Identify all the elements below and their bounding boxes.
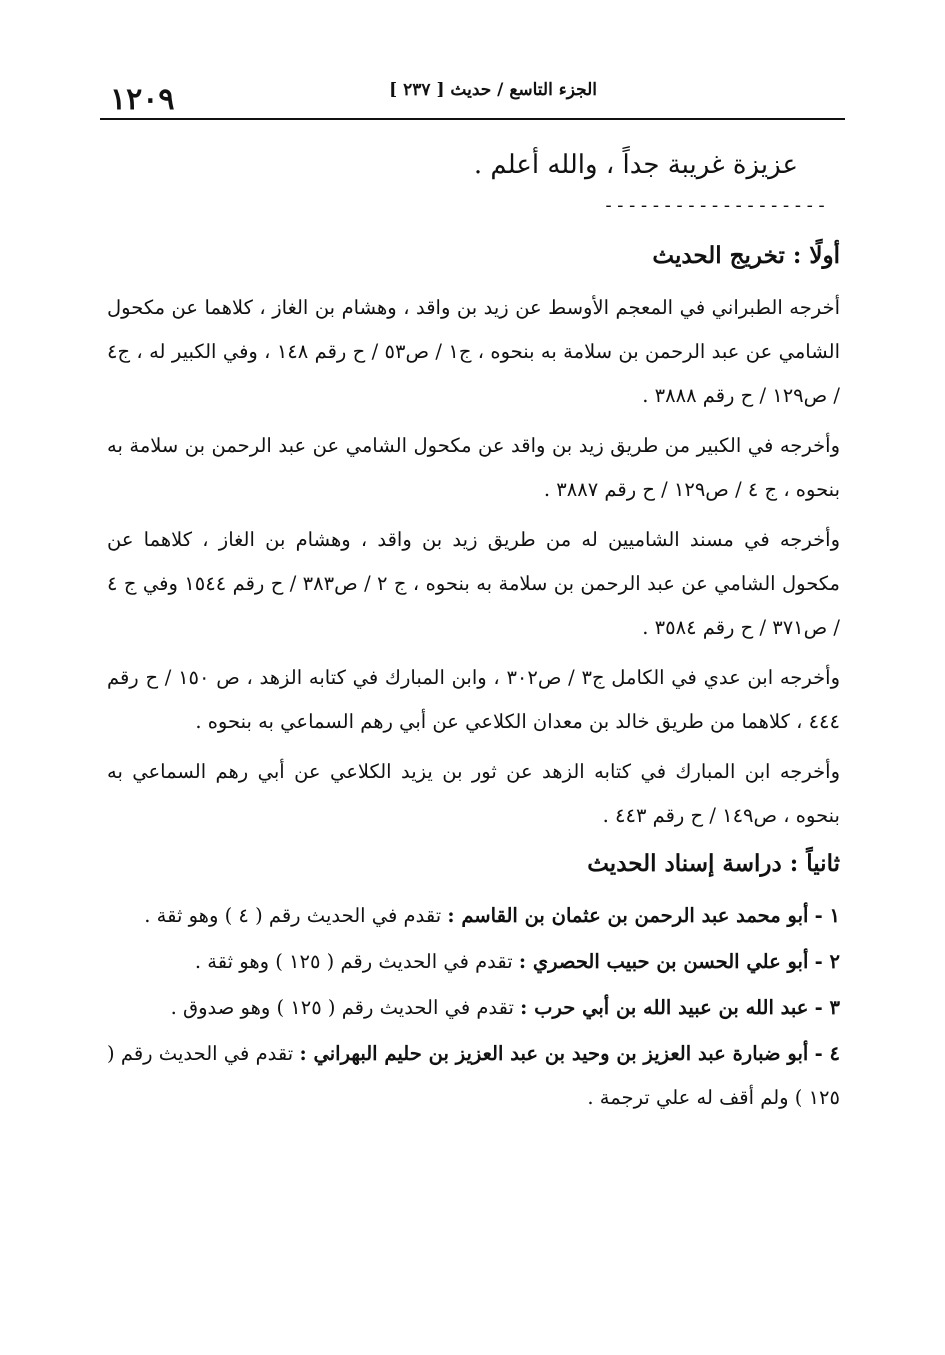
section-divider: ------------------- <box>603 195 828 216</box>
narrator-name: أبو علي الحسن بن حبيب الحصري : <box>518 950 809 973</box>
paragraph: وأخرجه ابن المبارك في كتابه الزهد عن ثور بن يزيد الكلاعي عن أبي رهم السماعي به بنحوه ، ص١٤٩ / ح رقم ٤٤٣ . <box>107 760 840 827</box>
section-title-isnad: ثانياً : دراسة إسناد الحديث <box>587 850 840 877</box>
running-head: الجزء التاسع / حديث [ ٢٣٧ ] <box>389 80 597 100</box>
narrator-number: ١ - <box>814 904 840 927</box>
narrator-name: أبو محمد عبد الرحمن بن عثمان بن القاسم : <box>447 904 809 927</box>
narrator-number: ٣ - <box>814 996 840 1019</box>
narrator-number: ٤ - <box>814 1042 841 1065</box>
page-body <box>107 140 840 1122</box>
narrator-item <box>107 1032 840 1120</box>
paragraph: وأخرجه في مسند الشاميين له من طريق زيد بن واقد ، وهشام بن الغاز ، كلاهما عن مكحول الشامي عن عبد الرحمن بن سلامة به بنحوه ، ج ٢ / ص٣٨٣ / ح رقم ١٥٤٤ وفي ج ٤ / ص٣٧١ / ح رقم ٣٥٨٤ . <box>107 528 840 639</box>
narrator-note: تقدم في الحديث رقم ( ١٢٥ ) وهو صدوق . <box>170 996 521 1019</box>
paragraph: وأخرجه ابن عدي في الكامل ج٣ / ص٣٠٢ ، وابن المبارك في كتابه الزهد ، ص ١٥٠ / ح رقم ٤٤٤ ، كلاهما من طريق خالد بن معدان الكلاعي عن أبي رهم السماعي به بنحوه . <box>107 666 841 733</box>
header-rule <box>100 118 845 120</box>
narrator-name: عبد الله بن عبيد الله بن أبي حرب : <box>520 996 809 1019</box>
narrator-number: ٢ - <box>814 950 840 973</box>
lead-line: عزيزة غريبة جداً ، والله أعلم . <box>473 150 798 180</box>
paragraph: أخرجه الطبراني في المعجم الأوسط عن زيد بن واقد ، وهشام بن الغاز ، كلاهما عن مكحول الشامي عن عبد الرحمن بن سلامة به بنحوه ، ج١ / ص٥٣ / ح رقم ١٤٨ ، وفي الكبير له ، ج٤ / ص١٢٩ / ح رقم ٣٨٨٨ . <box>107 296 840 407</box>
section-title-takhrij: أولًا : تخريج الحديث <box>652 242 840 269</box>
page-header <box>100 72 845 118</box>
paragraph: وأخرجه في الكبير من طريق زيد بن واقد عن مكحول الشامي عن عبد الرحمن بن سلامة به بنحوه ، ج ٤ / ص١٢٩ / ح رقم ٣٨٨٧ . <box>107 434 840 501</box>
narrator-item <box>107 986 840 1030</box>
narrator-name: أبو ضبارة عبد العزيز بن وحيد بن عبد العزيز بن حليم البهراني : <box>299 1042 809 1065</box>
narrator-note: تقدم في الحديث رقم ( ١٢٥ ) ولم أقف له علي ترجمة . <box>107 1042 840 1109</box>
page-number: ١٢٠٩ <box>110 82 175 117</box>
narrator-note: تقدم في الحديث رقم ( ٤ ) وهو ثقة . <box>144 904 448 927</box>
narrator-note: تقدم في الحديث رقم ( ١٢٥ ) وهو ثقة . <box>194 950 519 973</box>
narrator-item <box>107 940 840 984</box>
narrator-item <box>107 894 840 938</box>
